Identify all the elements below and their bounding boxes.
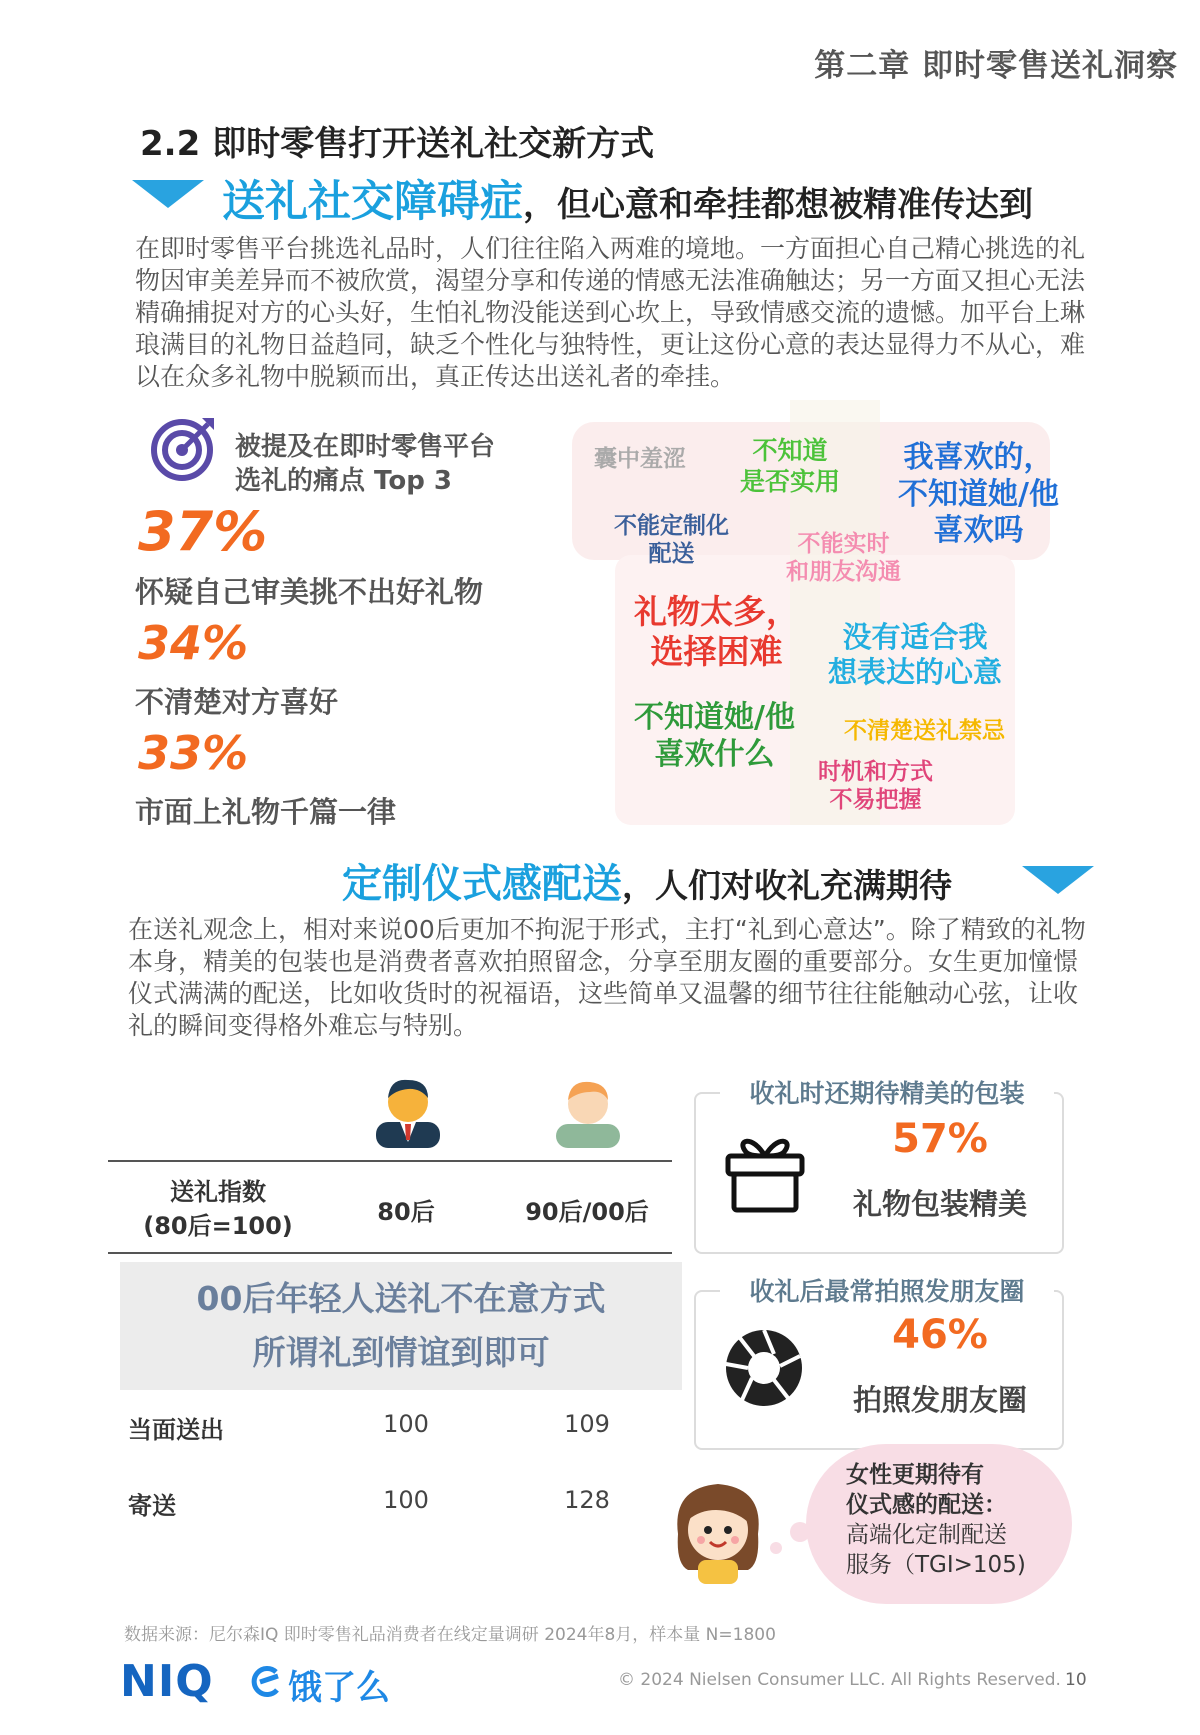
cloud-word-3-line: 我喜欢的， [903, 440, 1054, 475]
pain-points-title-line1: 被提及在即时零售平台 [235, 432, 496, 462]
cloud-word-2 [740, 436, 840, 497]
table-top-rule [108, 1160, 672, 1162]
pain-point-3-label: 市面上礼物千篇一律 [135, 795, 397, 829]
table-row-label: 当面送出 [128, 1416, 224, 1444]
pain-point-2-label: 不清楚对方喜好 [135, 685, 339, 719]
young-90s-00s-avatar-icon [550, 1072, 626, 1148]
cloud-word-4-line: 不能定制化 [614, 513, 729, 539]
cloud-word-10-line: 时机和方式 [818, 759, 933, 785]
block1-heading [222, 168, 1033, 229]
pain-point-2-pct: 34% [138, 616, 249, 670]
table-cell: 100 [383, 1486, 429, 1514]
girl-avatar-icon [668, 1474, 768, 1584]
eleme-logo-text: 饿了么 [288, 1668, 390, 1708]
cloud-word-8-line: 不知道她/他 [634, 700, 795, 735]
cloud-word-5-line: 和朋友沟通 [786, 559, 901, 586]
cloud-word-8 [634, 700, 795, 773]
table-cell: 100 [383, 1410, 429, 1438]
copyright: © 2024 Nielsen Consumer LLC. All Rights Reserved. [618, 1670, 1061, 1690]
pain-point-3-pct: 33% [138, 726, 249, 780]
section-title: 2.2 即时零售打开送礼社交新方式 [140, 124, 655, 164]
triangle-marker-icon [1022, 866, 1094, 894]
cloud-word-4 [614, 512, 729, 568]
bubble-dot [770, 1542, 782, 1554]
block2-heading-highlight: 定制仪式感配送 [342, 861, 622, 907]
packaging-card-pct: 57% [892, 1116, 988, 1162]
block1-heading-highlight: 送礼社交障碍症 [222, 177, 523, 227]
photo-card-pct: 46% [892, 1312, 988, 1358]
block1-paragraph: 在即时零售平台挑选礼品时，人们往往陷入两难的境地。一方面担心自己精心挑选的礼物因审美差异而不被欣赏，渴望分享和传递的情感无法准确触达；另一方面又担心无法精确捕捉对方的心头好，生怕礼物没能送到心坎上，导致情感交流的遗憾。加平台上琳琅满目的礼物日益趋同，缺乏个性化与独特性，更让这份心意的表达显得力不从心，难以在众多礼物中脱颖而出，真正传达出送礼者的牵挂。 [135, 234, 1086, 391]
gift-icon [722, 1130, 808, 1214]
cloud-word-7 [828, 620, 1002, 691]
block1-heading-rest: ，但心意和牵挂都想被精准传达到 [523, 185, 1033, 225]
cloud-word-3 [898, 440, 1059, 550]
bubble-line: 女性更期待有 [846, 1462, 984, 1488]
data-source-note: 数据来源：尼尔森IQ 即时零售礼品消费者在线定量调研 2024年8月，样本量 N=1800 [124, 1625, 776, 1645]
cloud-word-1: 囊中羞涩 [594, 446, 686, 472]
chapter-title: 第二章 即时零售送礼洞察 [814, 48, 1178, 84]
target-icon [150, 414, 218, 482]
table-banner-line: 所谓礼到情谊到即可 [252, 1333, 550, 1372]
cloud-word-10-line: 不易把握 [829, 787, 922, 814]
bubble-line: 仪式感的配送： [846, 1492, 1007, 1518]
bubble-line: 高端化定制配送 [846, 1522, 1007, 1548]
photo-card-title: 收礼后最常拍照发朋友圈 [720, 1272, 1054, 1308]
cloud-word-8-line: 喜欢什么 [654, 736, 775, 772]
page-number: 10 [1065, 1670, 1087, 1690]
cloud-word-3-line: 不知道她/他 [898, 476, 1059, 512]
bubble-line: 服务（TGI>105) [846, 1552, 1026, 1578]
block2-heading-rest: ，人们对收礼充满期待 [622, 866, 952, 905]
photo-card-label: 拍照发朋友圈 [852, 1383, 1027, 1417]
triangle-marker-icon [132, 180, 204, 208]
cloud-word-10 [818, 758, 933, 814]
cloud-word-5-line: 不能实时 [797, 531, 890, 557]
cloud-word-5 [786, 530, 901, 586]
table-head-label [128, 1175, 308, 1243]
table-row-label: 寄送 [128, 1492, 176, 1520]
pain-points-title-line2: 选礼的痛点 Top 3 [235, 466, 452, 496]
cloud-word-6-line: 礼物太多， [634, 592, 799, 631]
table-banner-line: 00后年轻人送礼不在意方式 [196, 1279, 606, 1318]
niq-logo: NIQ [120, 1656, 214, 1707]
packaging-card-label: 礼物包装精美 [852, 1187, 1027, 1221]
block2-heading [342, 852, 952, 909]
table-cell: 128 [564, 1486, 610, 1514]
table-col-80s: 80后 [377, 1198, 435, 1226]
table-col-90s-00s: 90后/00后 [525, 1198, 649, 1226]
eleme-logo [250, 1660, 400, 1708]
cloud-word-7-line: 没有适合我 [842, 620, 988, 654]
cloud-word-4-line: 配送 [648, 541, 695, 568]
pain-point-1-pct: 37% [138, 500, 268, 563]
table-head-label-line: (80后=100) [143, 1212, 293, 1240]
camera-aperture-icon [722, 1326, 806, 1410]
block2-paragraph: 在送礼观念上，相对来说00后更加不拘泥于形式，主打“礼到心意达”。除了精致的礼物本身，精美的包装也是消费者喜欢拍照留念，分享至朋友圈的重要部分。女生更加憧憬仪式满满的配送，比如收货时的祝福语，这些简单又温馨的细节往往能触动心弦，让收礼的瞬间变得格外难忘与特别。 [128, 915, 1086, 1040]
man-80s-avatar-icon [370, 1072, 446, 1148]
table-banner [120, 1262, 682, 1390]
cloud-word-2-line: 不知道 [752, 436, 828, 465]
cloud-word-6-line: 选择困难 [650, 632, 783, 672]
cloud-word-3-line: 喜欢吗 [933, 513, 1024, 549]
table-head-label-line: 送礼指数 [170, 1178, 266, 1206]
table-cell: 109 [564, 1410, 610, 1438]
cloud-word-7-line: 想表达的心意 [828, 655, 1003, 690]
pain-points-title [235, 430, 495, 498]
table-head-rule [108, 1252, 672, 1254]
pain-point-1-label: 怀疑自己审美挑不出好礼物 [135, 575, 484, 609]
cloud-word-2-line: 是否实用 [740, 466, 841, 496]
cloud-word-6 [634, 592, 799, 673]
packaging-card-title: 收礼时还期待精美的包装 [720, 1074, 1054, 1110]
thought-bubble-text [846, 1460, 1026, 1580]
cloud-word-9: 不清楚送礼禁忌 [844, 718, 1005, 744]
